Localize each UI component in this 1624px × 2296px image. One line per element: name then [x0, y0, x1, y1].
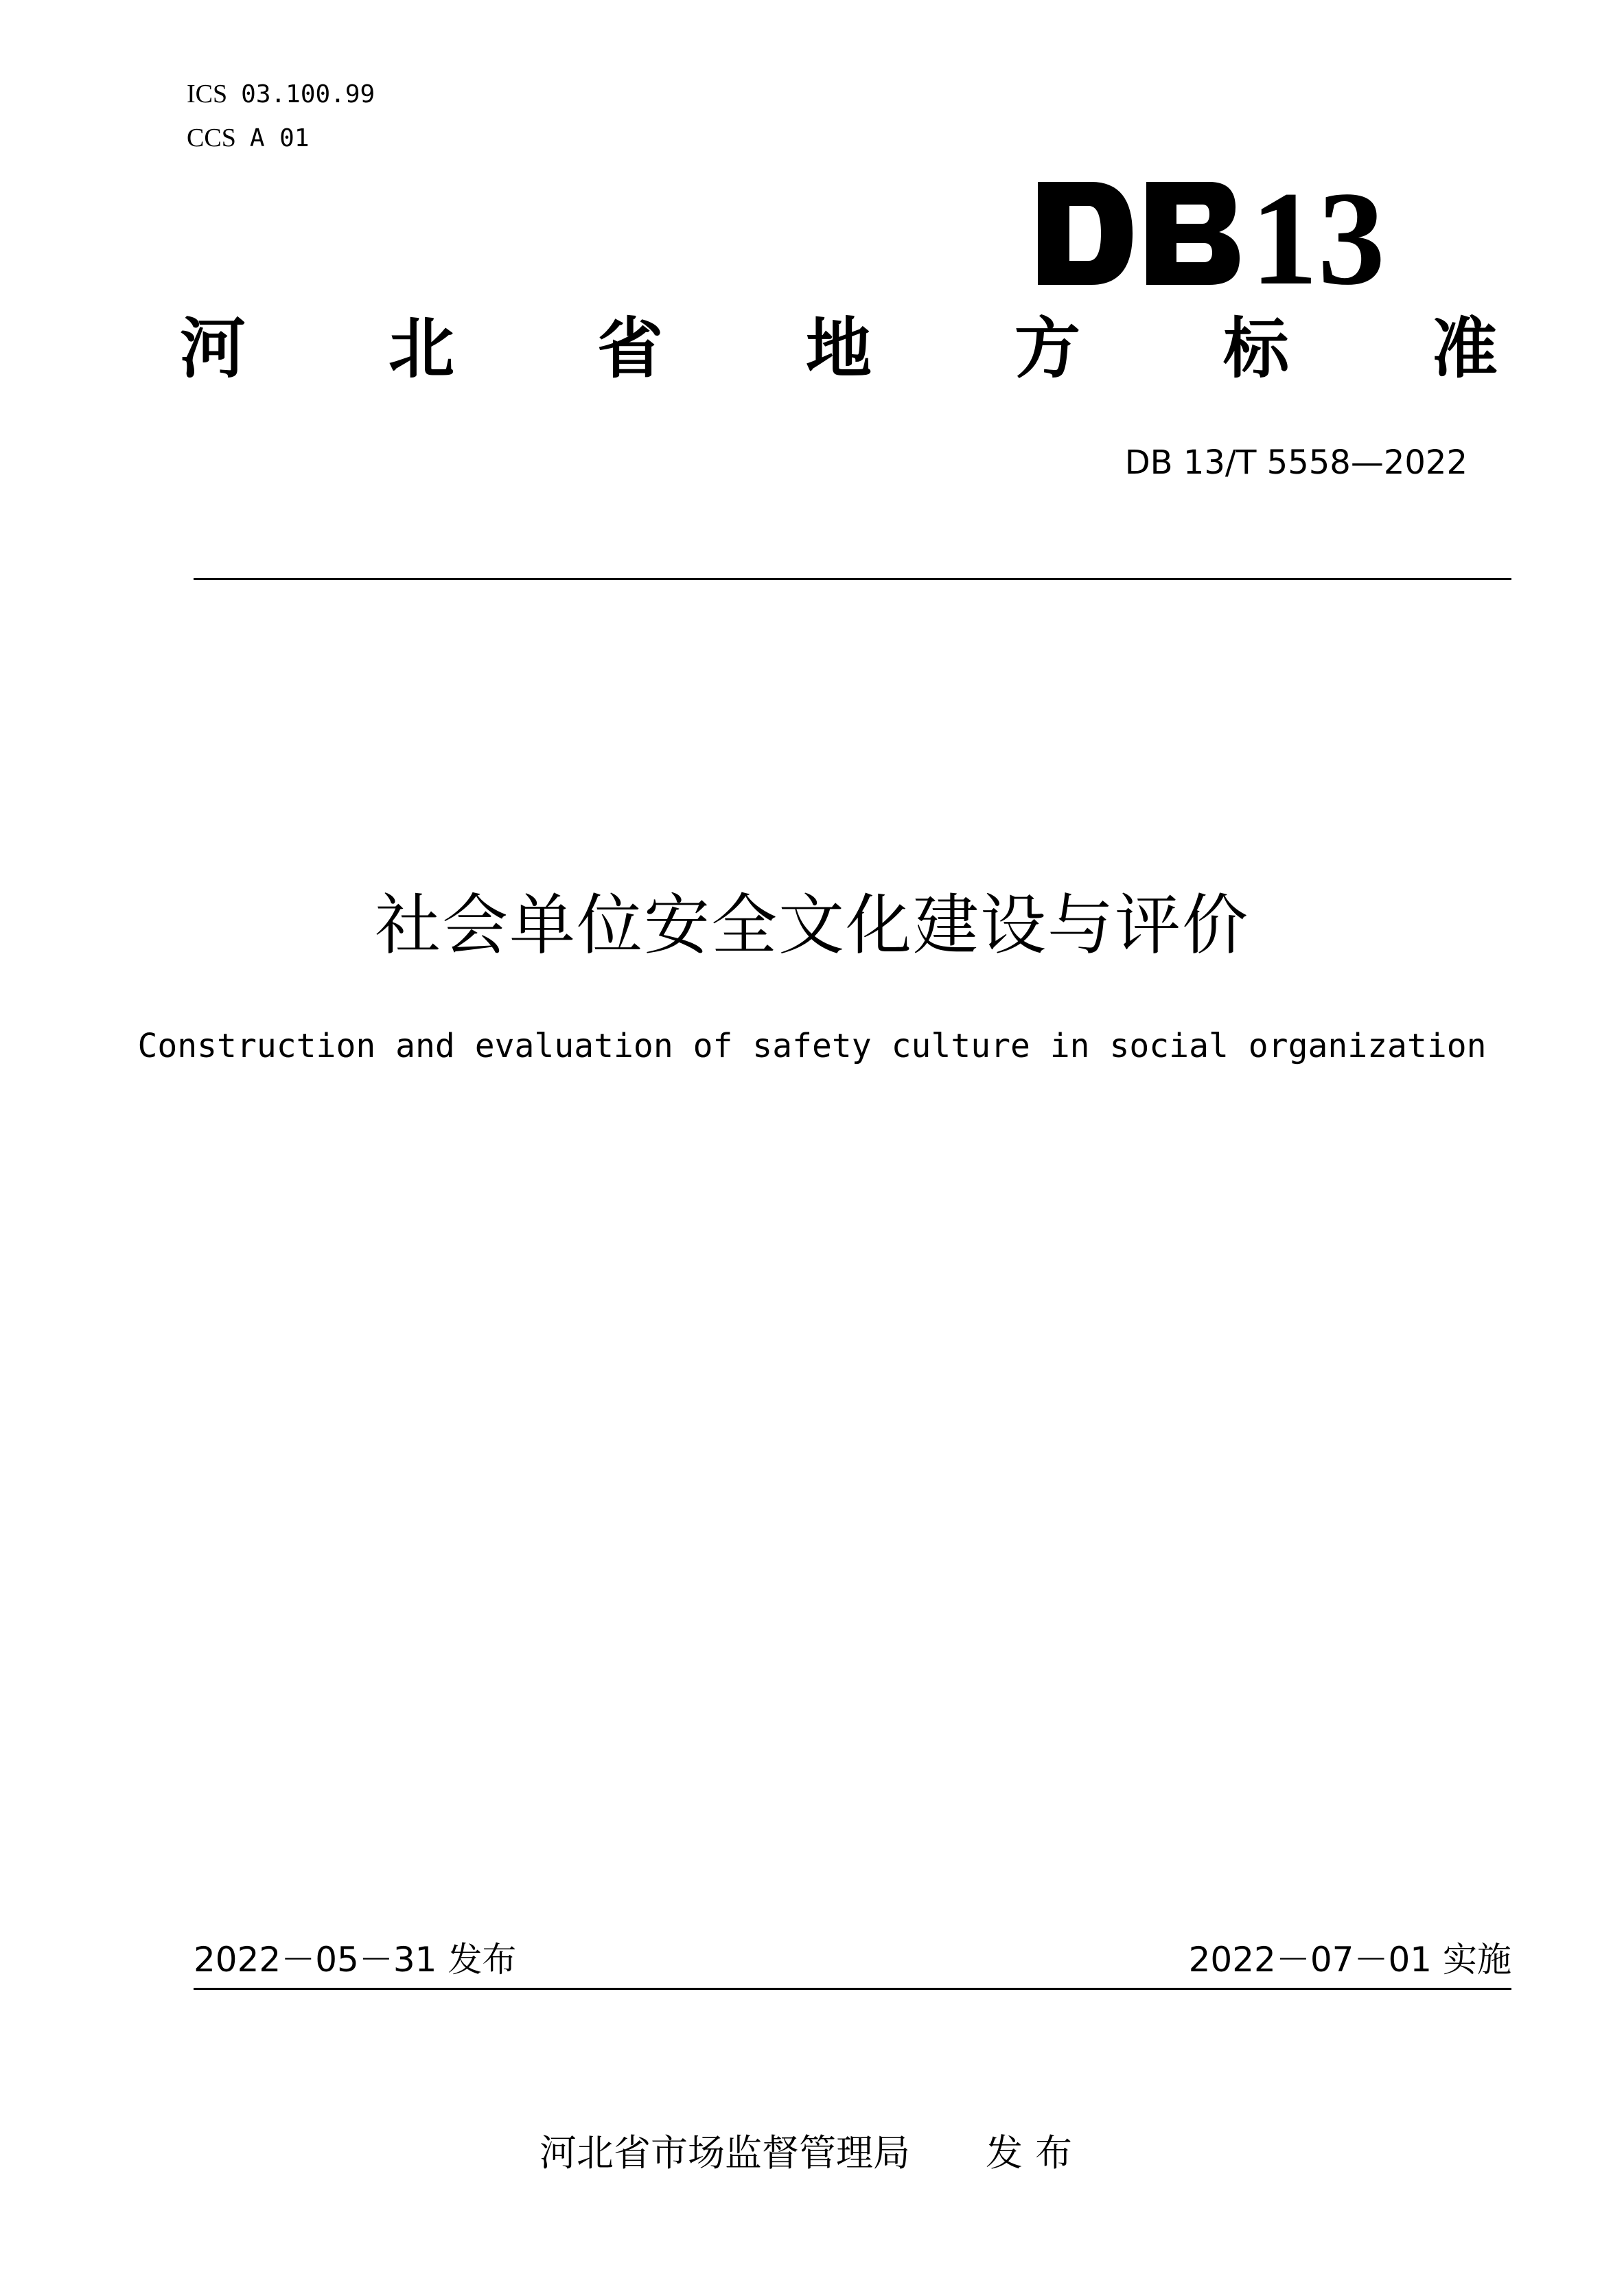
ccs-code [187, 125, 310, 151]
document-title-en: Construction and evaluation of safety culture in social organization [137, 1027, 1487, 1065]
document-title-cn: 社会单位安全文化建设与评价 [375, 887, 1249, 964]
logo-letter-d [1038, 182, 1133, 285]
standard-number: DB 13/T 5558—2022 [1124, 443, 1468, 482]
implementation-date: 2022－07－01 实施 [1188, 1940, 1511, 1980]
ics-value: 03.100.99 [241, 80, 375, 108]
ccs-value: A 01 [249, 124, 310, 152]
db13-logo [1030, 172, 1414, 295]
date-divider [194, 1988, 1511, 1990]
logo-letter-b [1146, 182, 1240, 285]
logo-digits: 13 [1251, 172, 1385, 295]
heading-char: 河 [180, 310, 246, 387]
heading-char: 省 [597, 310, 663, 387]
header-divider [194, 578, 1511, 580]
publisher-line [0, 2131, 1624, 2175]
ics-code [187, 81, 375, 107]
heading-char: 地 [806, 310, 872, 387]
ccs-label: CCS [187, 124, 236, 152]
publisher-action: 发布 [986, 2131, 1084, 2175]
heading-char: 标 [1223, 310, 1289, 387]
publisher-organization: 河北省市场监督管理局 [540, 2131, 910, 2175]
standard-type-heading [180, 310, 1498, 387]
issue-date: 2022－05－31 发布 [194, 1940, 517, 1980]
ics-label: ICS [187, 80, 228, 108]
heading-char: 准 [1432, 310, 1498, 387]
heading-char: 北 [388, 310, 454, 387]
heading-char: 方 [1014, 310, 1080, 387]
